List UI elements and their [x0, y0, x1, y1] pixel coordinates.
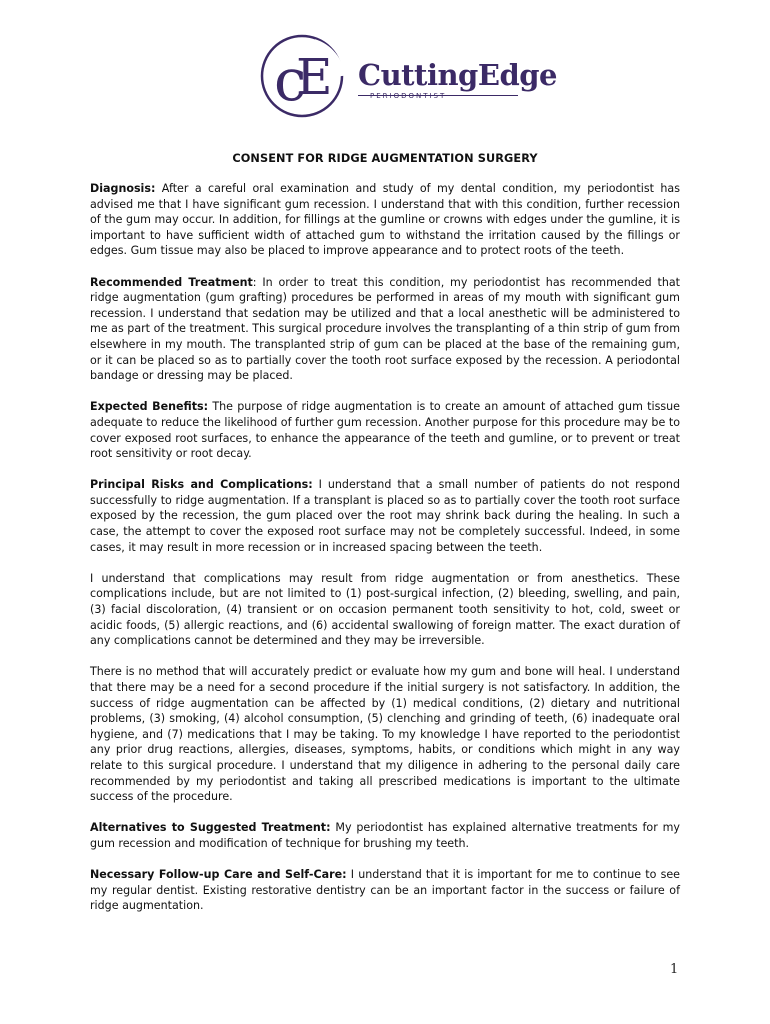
section-principal-risks [90, 477, 680, 555]
section-heading: Recommended Treatment [90, 275, 253, 289]
section-heading: Expected Benefits: [90, 400, 209, 414]
section-text: I understand that a small number of patients do not respond successfully to ridge augmentation. If a transplant is placed so as to partially cover the tooth root surface exposed by the recession, the gum placed over the root may shrink back during the healing. In such a case, the attempt to cover the exposed root surface may not be completely successful. Indeed, in some cases, it may result in more recession or in increased spacing between the teeth. [90, 478, 680, 554]
section-heading: Necessary Follow-up Care and Self-Care: [90, 868, 347, 882]
section-recommended-treatment [90, 275, 680, 384]
section-healing [90, 664, 680, 804]
section-text: The purpose of ridge augmentation is to create an amount of attached gum tissue adequate to reduce the likelihood of further gum recession. Another purpose for this procedure may be to cover exposed root surfaces, to enhance the appearance of the teeth and gumline, or to prevent or treat root sensitivity or root decay. [90, 400, 680, 461]
document-body [90, 181, 680, 930]
section-diagnosis [90, 181, 680, 259]
svg-text:c: c [274, 46, 307, 114]
section-text: My periodontist has explained alternative treatments for my gum recession and modification of technique for brushing my teeth. [90, 821, 680, 850]
section-text: There is no method that will accurately predict or evaluate how my gum and bone will heal. I understand that there may be a need for a second procedure if the initial surgery is not satisfactory. In addition, the success of ridge augmentation can be affected by (1) medical conditions, (2) dietary and nutritional problems, (3) smoking, (4) alcohol consumption, (5) clenching and grinding of teeth, (6) inadequate oral hygiene, and (7) medications that I may be taking. To my knowledge I have reported to the periodontist any prior drug reactions, allergies, diseases, symptoms, habits, or conditions which might in any way relate to this surgical procedure. I understand that my diligence in adhering to the personal daily care recommended by my periodontist and taking all prescribed medications is important to the ultimate success of the procedure. [90, 665, 680, 804]
document-title: CONSENT FOR RIDGE AUGMENTATION SURGERY [232, 152, 538, 165]
section-heading: Diagnosis: [90, 182, 156, 195]
section-text: I understand that it is important for me to continue to see my regular dentist. Existing restorative dentistry can be an important factor in the success or failure of ridge augmentation. [90, 868, 680, 913]
brand-subtitle: PERIODONTIST [370, 92, 447, 100]
section-follow-up [90, 867, 680, 914]
section-heading: Principal Risks and Complications: [90, 478, 313, 492]
svg-text:E: E [296, 48, 333, 106]
page-number: 1 [670, 962, 679, 977]
section-text: : In order to treat this condition, my periodontist has recommended that ridge augmentation (gum grafting) procedures be performed in areas of my mouth with significant gum recession. I understand that sedation may be utilized and that a local anesthetic will be administered to me as part of the treatment. This surgical procedure involves the transplanting of a thin strip of gum from elsewhere in my mouth. The transplanted strip of gum can be placed at the base of the remaining gum, or it can be placed so as to partially cover the tooth root surface exposed by the recession. A periodontal bandage or dressing may be placed. [90, 275, 680, 383]
brand-name: CuttingEdge [358, 58, 557, 92]
section-alternatives [90, 820, 680, 851]
section-expected-benefits [90, 399, 680, 461]
section-complications [90, 571, 680, 649]
logo-mark-icon [256, 32, 356, 122]
logo [256, 32, 557, 122]
section-text: After a careful oral examination and study of my dental condition, my periodontist has advised me that I have significant gum recession. I understand that with this condition, further recession of the gum may occur. In addition, for fillings at the gumline or crowns with edges under the gumline, it is important to have sufficient width of attached gum to withstand the irritation caused by the fillings or edges. Gum tissue may also be placed to improve appearance and to protect roots of the teeth. [90, 182, 680, 258]
section-text: I understand that complications may result from ridge augmentation or from anesthetics. These complications include, but are not limited to (1) post-surgical infection, (2) bleeding, swelling, and pain, (3) facial discoloration, (4) transient or on occasion permanent tooth sensitivity to hot, cold, sweet or acidic foods, (5) allergic reactions, and (6) accidental swallowing of foreign matter. The exact duration of any complications cannot be determined and they may be irreversible. [90, 571, 680, 648]
section-heading: Alternatives to Suggested Treatment: [90, 821, 331, 835]
